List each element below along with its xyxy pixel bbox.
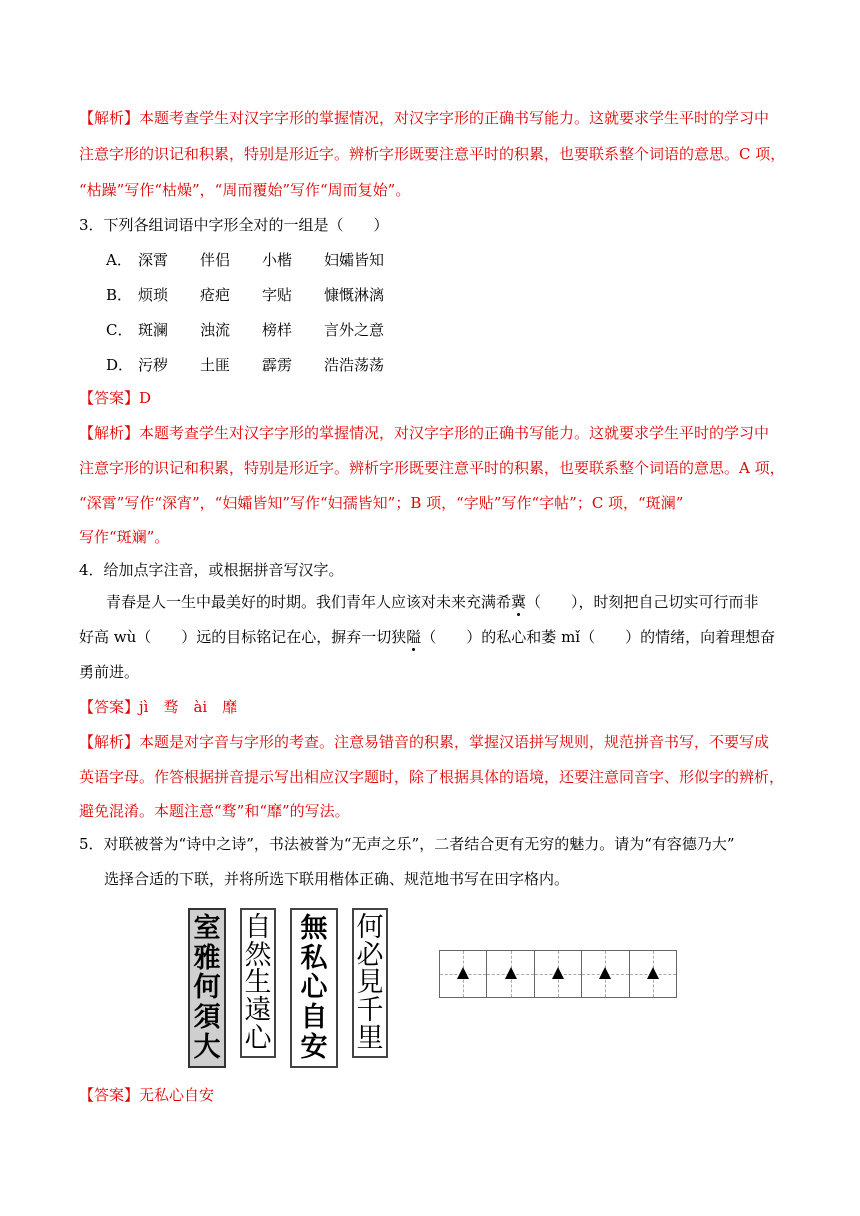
triangle-marker-icon: [505, 967, 517, 979]
triangle-marker-icon: [599, 967, 611, 979]
strip-character: 須: [193, 1002, 221, 1034]
answer-tag: 【答案】: [79, 1086, 140, 1104]
option-word: 浊流: [200, 321, 231, 339]
strip-character: 千: [356, 995, 384, 1027]
strip-character: 心: [244, 1022, 272, 1054]
strip-character: 里: [356, 1022, 384, 1054]
strip-character: 生: [244, 967, 272, 999]
strip-character: 大: [193, 1031, 221, 1063]
q4-stem: 4．给加点字注音，或根据拼音写汉字。: [79, 561, 344, 579]
q4-passage-line-3: 勇前进。: [79, 663, 140, 681]
q2-analysis-line-2: 注意字形的识记和积累，特别是形近字。辨析字形既要注意平时的积累，也要联系整个词语的意思。C 项，: [79, 145, 786, 163]
triangle-marker-icon: [552, 967, 564, 979]
strip-character: 何: [356, 912, 384, 944]
tianzige-cell[interactable]: [487, 951, 534, 997]
option-label: D．: [106, 356, 134, 374]
analysis-text: 本题是对字音与字形的考查。注意易错音的积累，掌握汉语拼写规则，规范拼音书写，不要写成: [139, 733, 770, 751]
analysis-tag: 【解析】: [79, 109, 140, 127]
couplet-strip-1: [188, 908, 226, 1068]
couplet-figure: [180, 905, 677, 1070]
strip-character: 自: [244, 912, 272, 944]
option-word: 浩浩荡荡: [324, 356, 385, 374]
option-label: B．: [106, 286, 133, 304]
q3-answer: [79, 388, 151, 408]
tianzige-grid: [439, 950, 677, 998]
option-word: 霹雳: [262, 356, 293, 374]
option-word: 言外之意: [324, 321, 385, 339]
couplet-strip-2: [240, 908, 276, 1058]
passage-text: （ ）的私心和萎 mǐ（ ）的情绪，向着理想奋: [421, 628, 776, 646]
option-word: 伴侣: [200, 251, 231, 269]
tianzige-cell[interactable]: [582, 951, 629, 997]
option-word: 斑澜: [138, 321, 169, 339]
analysis-text: 本题考查学生对汉字字形的掌握情况，对汉字字形的正确书写能力。这就要求学生平时的学习中: [139, 424, 770, 442]
option-word: 土匪: [200, 356, 231, 374]
analysis-tag: 【解析】: [79, 424, 140, 442]
strip-character: 安: [300, 1031, 328, 1063]
answer-tag: 【答案】: [79, 698, 140, 716]
strip-character: 私: [300, 942, 328, 974]
q3-option-a: [106, 250, 384, 270]
strip-character: 何: [193, 972, 221, 1004]
q2-analysis-line-1: [79, 108, 769, 128]
option-word: 字贴: [262, 286, 293, 304]
answer-text: D: [139, 389, 152, 407]
q4-analysis-line-1: [79, 732, 769, 752]
dotted-character: 冀: [511, 593, 527, 611]
dotted-character: 隘: [406, 628, 422, 646]
q5-stem-line-1: 5．对联被誉为“诗中之诗”，书法被誉为“无声之乐”，二者结合更有无穷的魅力。请为“有容德乃大”: [79, 835, 735, 853]
strip-character: 自: [300, 1002, 328, 1034]
q4-analysis-line-2: 英语字母。作答根据拼音提示写出相应汉字题时，除了根据具体的语境，还要注意同音字、形似字的辨析，: [79, 768, 785, 786]
strip-character: 心: [300, 972, 328, 1004]
couplet-strip-4: [352, 908, 388, 1058]
q3-option-d: [106, 355, 384, 375]
triangle-marker-icon: [457, 967, 469, 979]
strip-character: 必: [356, 939, 384, 971]
q3-analysis-line-3: “深霄”写作“深宵”，“妇孀皆知”写作“妇孺皆知”；B 项，“字贴”写作“字帖”；C 项，“斑澜”: [79, 494, 684, 512]
option-word: 慷慨淋漓: [324, 286, 385, 304]
q3-analysis-line-4: 写作“斑斓”。: [79, 528, 170, 546]
q4-passage-line-2: [79, 627, 775, 647]
option-label: A．: [106, 251, 132, 269]
q5-answer: [79, 1085, 214, 1105]
strip-character: 見: [356, 967, 384, 999]
couplet-strip-3: [290, 908, 338, 1068]
triangle-marker-icon: [647, 967, 659, 979]
q3-option-b: [106, 285, 384, 305]
strip-character: 室: [193, 913, 221, 945]
analysis-text: 本题考查学生对汉字字形的掌握情况，对汉字字形的正确书写能力。这就要求学生平时的学习中: [139, 109, 770, 127]
answer-tag: 【答案】: [79, 389, 140, 407]
tianzige-cell[interactable]: [630, 951, 676, 997]
q3-analysis-line-2: 注意字形的识记和积累，特别是形近字。辨析字形既要注意平时的积累，也要联系整个词语的意思。A 项，: [79, 459, 785, 477]
option-word: 妇孀皆知: [324, 251, 385, 269]
option-word: 深霄: [138, 251, 169, 269]
q4-analysis-line-3: 避免混淆。本题注意“骛”和“靡”的写法。: [79, 802, 350, 820]
answer-text: 无私心自安: [139, 1086, 215, 1104]
option-word: 污秽: [138, 356, 169, 374]
q3-stem: 3．下列各组词语中字形全对的一组是（ ）: [79, 216, 389, 234]
strip-character: 遠: [244, 995, 272, 1027]
q2-analysis-line-3: “枯躁”写作“枯燥”，“周而覆始”写作“周而复始”。: [79, 181, 411, 199]
tianzige-cell[interactable]: [535, 951, 582, 997]
option-word: 疮疤: [200, 286, 231, 304]
passage-text: （ ），时刻把自己切实可行而非: [526, 593, 759, 611]
strip-character: 然: [244, 939, 272, 971]
passage-text: 青春是人一生中最美好的时期。我们青年人应该对未来充满希: [106, 593, 512, 611]
option-word: 小楷: [262, 251, 293, 269]
strip-character: 雅: [193, 942, 221, 974]
passage-text: 好高 wù（ ）远的目标铭记在心，摒弃一切狭: [79, 628, 407, 646]
q4-answer: [79, 697, 237, 717]
analysis-tag: 【解析】: [79, 733, 140, 751]
q4-passage-line-1: [106, 592, 759, 612]
q3-analysis-line-1: [79, 423, 769, 443]
strip-character: 無: [300, 913, 328, 945]
option-word: 烦琐: [138, 286, 169, 304]
option-label: C．: [106, 321, 133, 339]
option-word: 榜样: [262, 321, 293, 339]
tianzige-cell[interactable]: [440, 951, 487, 997]
answer-text: jì 骛 ài 靡: [139, 698, 238, 716]
q3-option-c: [106, 320, 384, 340]
q5-stem-line-2: 选择合适的下联，并将所选下联用楷体正确、规范地书写在田字格内。: [104, 870, 570, 888]
